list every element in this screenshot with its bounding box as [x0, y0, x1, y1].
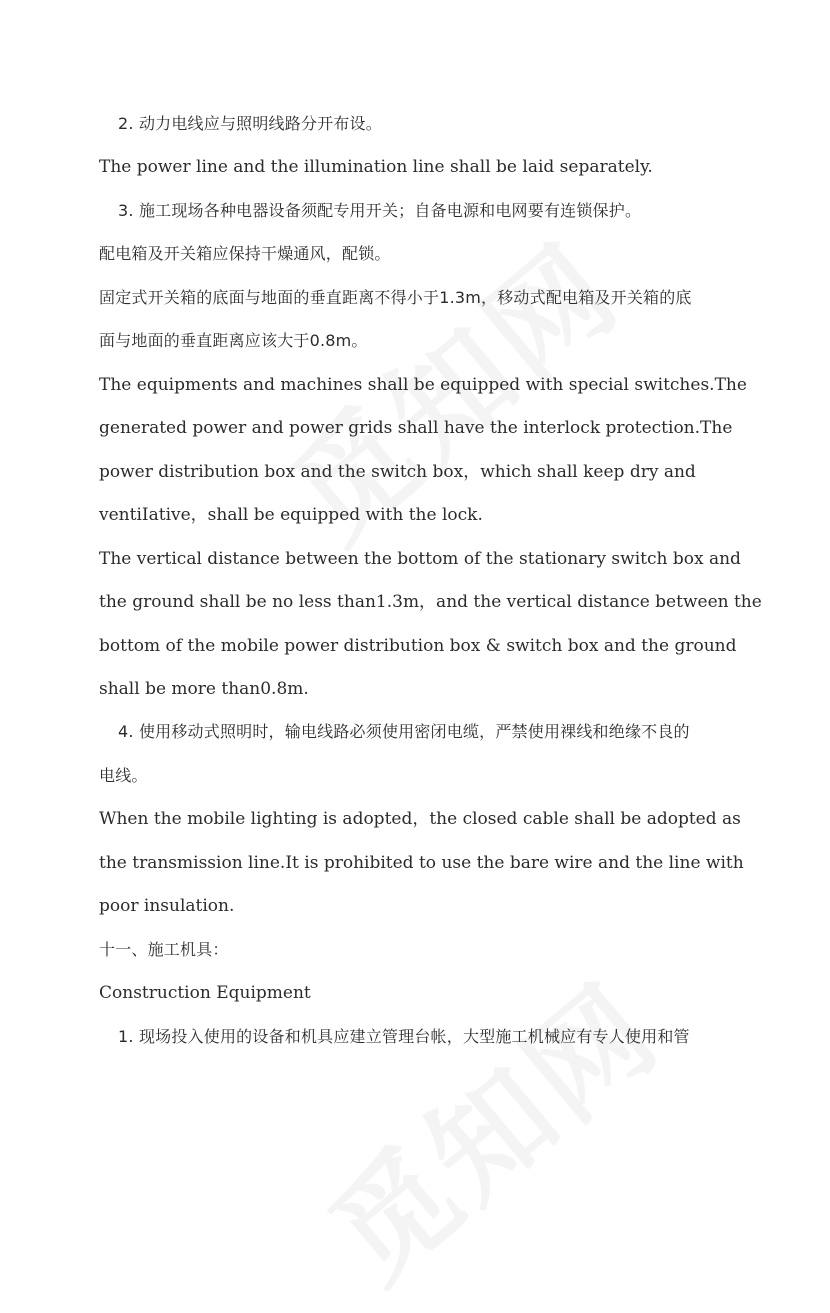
section-heading: 十一、施工机具： — [99, 940, 229, 959]
list-item-1: 1. 现场投入使用的设备和机具应建立管理台帐，大型施工机械应有专人使用和管 — [118, 1027, 690, 1046]
paragraph-line: bottom of the mobile power distribution box & switch box and the ground — [99, 636, 737, 656]
paragraph-line: The equipments and machines shall be equipped with special switches.The — [99, 375, 747, 395]
paragraph-line: ventiIative，shall be equipped with the lock. — [99, 505, 483, 525]
paragraph-line: generated power and power grids shall have the interlock protection.The — [99, 418, 733, 438]
paragraph-line: shall be more than0.8m. — [99, 679, 309, 699]
paragraph-line: The power line and the illumination line shall be laid separately. — [99, 157, 653, 177]
list-item-3: 3. 施工现场各种电器设备须配专用开关；自备电源和电网要有连锁保护。 — [118, 201, 642, 220]
watermark — [289, 939, 689, 1313]
paragraph-line: power distribution box and the switch box，which shall keep dry and — [99, 462, 696, 482]
section-heading-en: Construction Equipment — [99, 983, 311, 1003]
paragraph-line: 面与地面的垂直距离应该大于0.8m。 — [99, 331, 368, 350]
paragraph-line: 电线。 — [99, 766, 148, 785]
paragraph-line: When the mobile lighting is adopted，the closed cable shall be adopted as — [99, 809, 741, 829]
paragraph-line: 配电箱及开关箱应保持干燥通风，配锁。 — [99, 244, 391, 263]
paragraph-line: 固定式开关箱的底面与地面的垂直距离不得小于1.3m，移动式配电箱及开关箱的底 — [99, 288, 692, 307]
paragraph-line: The vertical distance between the bottom of the stationary switch box and — [99, 549, 741, 569]
paragraph-line: the transmission line.It is prohibited to use the bare wire and the line with — [99, 853, 744, 873]
paragraph-line: poor insulation. — [99, 896, 235, 916]
list-item-4: 4. 使用移动式照明时，输电线路必须使用密闭电缆，严禁使用裸线和绝缘不良的 — [118, 722, 690, 741]
list-item-2: 2. 动力电线应与照明线路分开布设。 — [118, 114, 382, 133]
paragraph-line: the ground shall be no less than1.3m，and the vertical distance between the — [99, 592, 762, 612]
